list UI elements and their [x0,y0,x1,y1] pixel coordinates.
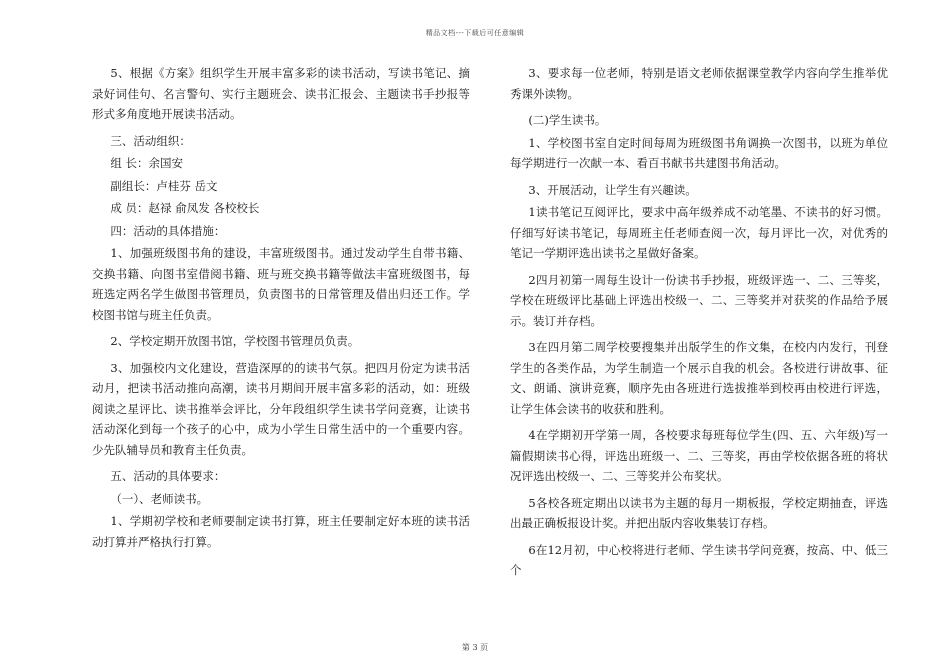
paragraph: 成 员：赵禄 俞凤发 各校校长 [110,201,260,215]
paragraph: 4在学期初开学第一周，各校要求每班每位学生(四、五、六年级)写一篇假期读书心得，评选出班级一、二、三等奖，再由学校依据各班的将状况评选出校级一、二、三等奖并公布奖状。 [510,428,888,483]
paragraph: 2四月初第一周每生设计一份读书手抄报，班级评选一、二、三等奖，学校在班级评比基础上评选出校级一、二、三等奖并对获奖的作品给予展示。装订并存档。 [510,272,888,328]
paragraph: 3、开展活动，让学生有兴趣读。 [528,182,697,197]
paragraph: 2、学校定期开放图书馆，学校图书管理员负责。 [110,334,360,348]
paragraph: 6在12月初，中心校将进行老师、学生读书学问竞赛，按高、中、低三个 [510,542,888,577]
section-heading: 五、活动的具体要求： [110,469,226,483]
section-heading: 三、活动组织： [110,133,191,148]
page-number: 第 3 页 [461,643,489,652]
paragraph: 1、学校图书室自定时间每周为班级图书角调换一次图书，以班为单位每学期进行一次献一本、看百书献书共建图书角活动。 [510,135,888,170]
paragraph: 组 长：余国安 [110,156,184,170]
page-header: 精品文档---下载后可任意编辑 [425,29,525,37]
paragraph: 1、加强班级图书角的建设，丰富班级图书。通过发动学生自带书籍、交换书籍、向图书室借阅书籍、班与班交换书籍等做法丰富班级图书，每班选定两名学生做图书管理员，负责图书的日常管理及借出归还工作。学校图书馆与班主任负责。 [92,246,470,322]
paragraph: 3、要求每一位老师，特别是语文老师依据课堂教学内容向学生推举优秀课外读物。 [510,66,888,101]
subsection-heading: (二)学生读书。 [528,113,607,127]
paragraph: 1读书笔记互阅评比，要求中高年级养成不动笔墨、不读书的好习惯。仔细写好读书笔记，每周班主任老师查阅一次，每月评比一次，对优秀的笔记一学期评选出读书之星做好备案。 [510,205,888,260]
paragraph: 5、根据《方案》组织学生开展丰富多彩的读书活动，写读书笔记、摘录好词佳句、名言警句、实行主题班会、读书汇报会、主题读书手抄报等形式多角度地开展读书活动。 [92,66,470,121]
paragraph: 1、学期初学校和老师要制定读书打算，班主任要制定好本班的读书活动打算并严格执行打算。 [92,514,470,549]
left-column [92,63,470,558]
paragraph: 3、加强校内文化建设，营造深厚的的读书气氛。把四月份定为读书活动月，把读书活动推向高潮，读书月期间开展丰富多彩的活动，如：班级阅读之星评比、读书推举会评比，分年段组织学生读书学问竞赛，让读书活动深化到每一个孩子的心中，成为小学生日常生活中的一个重要内容。少先队辅导员和教育主任负责。 [92,360,470,457]
paragraph: 3在四月第二周学校要搜集并出版学生的作文集，在校内内发行，刊登学生的各类作品，为学生制造一个展示自我的机会。各校进行讲故事、征文、朗诵、演讲竞赛，顺序先由各班进行选拔推举到校再由校进行评选，让学生体会读书的收获和胜利。 [510,340,888,416]
right-column [510,63,888,587]
section-heading: 四：活动的具体措施： [110,223,226,238]
paragraph: 5各校各班定期出以读书为主题的每月一期板报，学校定期抽查，评选出最正确板报设计奖。并把出版内容收集装订存档。 [510,495,888,530]
subsection-heading: （一）、老师读书。 [110,491,209,506]
paragraph: 副组长：卢桂芬 岳文 [110,178,218,193]
